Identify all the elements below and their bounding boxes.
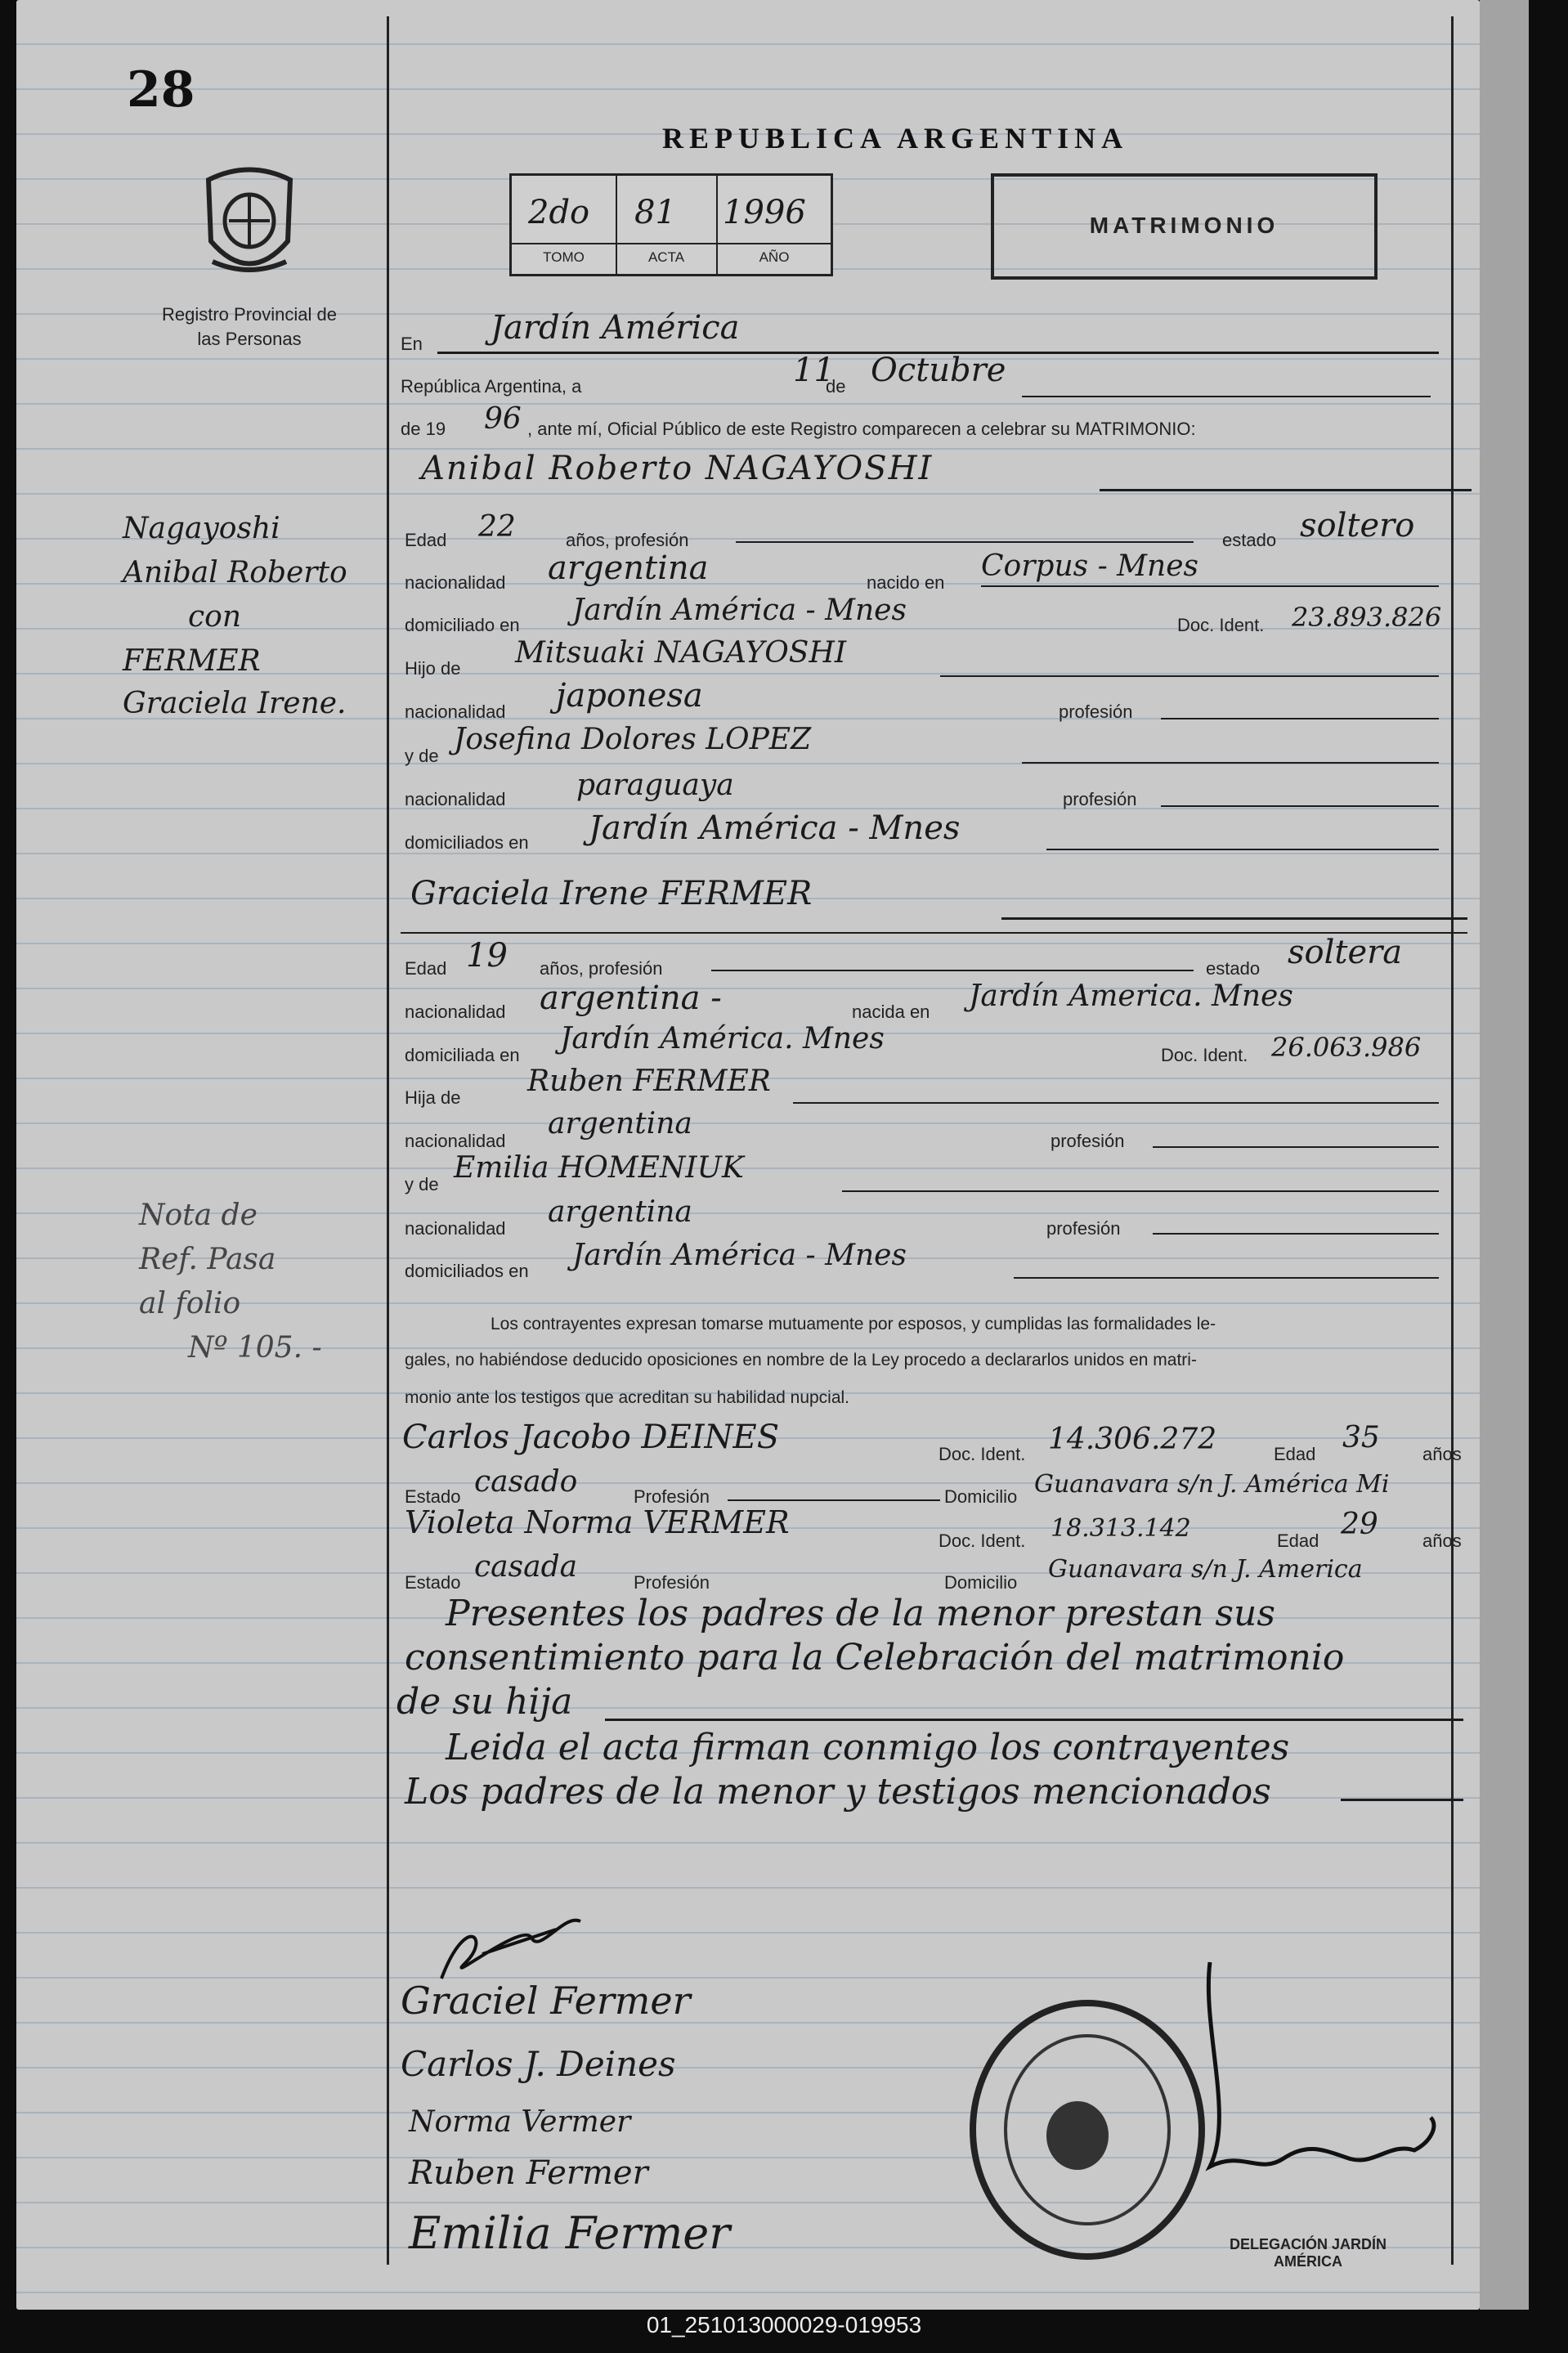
- margin-note-line: con: [188, 600, 242, 634]
- margin-note-line: FERMER: [123, 644, 261, 678]
- bride-father: Ruben FERMER: [527, 1064, 771, 1098]
- label-de-mes: de: [826, 376, 846, 397]
- label-nacionalidad: nacionalidad: [405, 789, 506, 809]
- act-type-box: [991, 173, 1378, 280]
- label-doc-ident: Doc. Ident.: [1177, 615, 1265, 635]
- coat-of-arms-icon: [196, 164, 302, 286]
- signature-line: Emilia Fermer: [409, 2207, 731, 2259]
- bride-father-nationality: argentina: [548, 1107, 692, 1141]
- witness1-doc: 14.306.272: [1048, 1423, 1217, 1456]
- bride-birthplace: Jardín America. Mnes: [969, 979, 1293, 1013]
- label-hijo-de: Hijo de: [405, 658, 461, 679]
- page-edge: [1480, 0, 1529, 2310]
- label-hija-de: Hija de: [405, 1087, 461, 1108]
- ano-label: AÑO: [759, 249, 790, 265]
- label-edad: Edad: [405, 530, 447, 550]
- act-place: Jardín América: [491, 309, 740, 347]
- margin-note-line: al folio: [139, 1287, 241, 1320]
- margin-note-line: Ref. Pasa: [139, 1243, 276, 1276]
- label-profesion: profesión: [1051, 1131, 1125, 1151]
- label-edad: Edad: [1274, 1444, 1316, 1464]
- label-y-de: y de: [405, 1174, 439, 1194]
- label-nacionalidad: nacionalidad: [405, 1218, 506, 1239]
- witness2-name: Violeta Norma VERMER: [405, 1504, 790, 1540]
- signature-line: Norma Vermer: [409, 2105, 631, 2139]
- label-profesion: Profesión: [634, 1486, 710, 1507]
- label-doc-ident: Doc. Ident.: [939, 1531, 1026, 1551]
- observation-line: Presentes los padres de la menor prestan sus: [446, 1593, 1275, 1634]
- witness1-age: 35: [1342, 1421, 1380, 1454]
- act-year: 96: [484, 402, 522, 436]
- label-estado: estado: [1222, 530, 1277, 550]
- witness1-name: Carlos Jacobo DEINES: [402, 1419, 780, 1456]
- groom-father-nationality: japonesa: [556, 677, 703, 715]
- margin-note-line: Nº 105. -: [188, 1331, 322, 1365]
- act-day: 11: [793, 352, 835, 389]
- label-republica: República Argentina, a: [401, 376, 582, 397]
- label-nacida-en: nacida en: [852, 1002, 930, 1022]
- label-anos-profesion: años, profesión: [566, 530, 689, 550]
- label-domiciliada-en: domiciliada en: [405, 1045, 520, 1065]
- label-de-19: de 19: [401, 419, 446, 439]
- bride-full-name: Graciela Irene FERMER: [410, 875, 813, 912]
- label-edad: Edad: [1277, 1531, 1319, 1551]
- label-nacionalidad: nacionalidad: [405, 572, 506, 593]
- label-domicilio: Domicilio: [944, 1486, 1018, 1507]
- margin-note-line: Graciela Irene.: [123, 687, 347, 720]
- stamp-text: DELEGACIÓN JARDÍN AMÉRICA: [1229, 2236, 1387, 2270]
- groom-birthplace: Corpus - Mnes: [981, 549, 1199, 583]
- bride-parents-domicile: Jardín América - Mnes: [572, 1239, 907, 1272]
- act-type-label: MATRIMONIO: [1089, 213, 1279, 238]
- bride-age: 19: [466, 937, 508, 975]
- record-number-box: [509, 173, 833, 276]
- observation-line: de su hija: [396, 1681, 573, 1723]
- tomo-label: TOMO: [543, 249, 585, 265]
- declaration-line: monio ante los testigos que acreditan su habilidad nupcial.: [405, 1388, 850, 1407]
- witness1-domicile: Guanavara s/n J. América Mi: [1034, 1470, 1390, 1499]
- groom-parents-domicile: Jardín América - Mnes: [589, 809, 961, 847]
- label-profesion: profesión: [1059, 701, 1133, 722]
- observation-line: consentimiento para la Celebración del matrimonio: [405, 1637, 1345, 1678]
- acta-label: ACTA: [647, 249, 685, 265]
- label-nacionalidad: nacionalidad: [405, 701, 506, 722]
- page-number: 28: [127, 61, 195, 119]
- label-doc-ident: Doc. Ident.: [1161, 1045, 1248, 1065]
- witness2-domicile: Guanavara s/n J. America: [1048, 1555, 1363, 1584]
- label-edad: Edad: [405, 958, 447, 979]
- bride-civil-state: soltera: [1288, 934, 1403, 971]
- label-anos: años: [1422, 1531, 1462, 1551]
- bride-domicile: Jardín América. Mnes: [560, 1022, 885, 1055]
- label-profesion: Profesión: [634, 1572, 710, 1593]
- label-y-de: y de: [405, 746, 439, 766]
- label-oficial: , ante mí, Oficial Público de este Registro comparecen a celebrar su MATRIMONIO:: [527, 419, 1196, 439]
- groom-doc: 23.893.826: [1292, 602, 1442, 633]
- label-nacido-en: nacido en: [867, 572, 945, 593]
- groom-mother: Josefina Dolores LOPEZ: [454, 723, 812, 756]
- label-estado: Estado: [405, 1572, 461, 1593]
- label-profesion: profesión: [1063, 789, 1137, 809]
- label-profesion: profesión: [1046, 1218, 1121, 1239]
- groom-full-name: Anibal Roberto NAGAYOSHI: [421, 450, 934, 487]
- label-en: En: [401, 334, 423, 354]
- label-estado: Estado: [405, 1486, 461, 1507]
- bride-mother: Emilia HOMENIUK: [454, 1151, 744, 1185]
- groom-age: 22: [478, 510, 516, 544]
- image-id-footer: 01_251013000029-019953: [646, 2312, 922, 2337]
- bride-nationality: argentina -: [540, 979, 722, 1017]
- label-estado: estado: [1206, 958, 1261, 979]
- label-nacionalidad: nacionalidad: [405, 1131, 506, 1151]
- label-anos-profesion: años, profesión: [540, 958, 663, 979]
- registry-label: Registro Provincial de las Personas: [162, 304, 337, 349]
- label-domicilio: Domicilio: [944, 1572, 1018, 1593]
- declaration-line: gales, no habiéndose deducido oposiciones en nombre de la Ley procedo a declararlos unidos en matri-: [405, 1351, 1197, 1369]
- signature-line: Carlos J. Deines: [401, 2044, 676, 2084]
- country-title: REPUBLICA ARGENTINA: [662, 122, 1129, 155]
- witness2-state: casada: [474, 1550, 578, 1584]
- margin-note-line: Nagayoshi: [123, 512, 280, 545]
- margin-divider-left: [387, 16, 389, 2265]
- ano-value: 1996: [723, 194, 806, 231]
- acta-value: 81: [634, 194, 676, 231]
- margin-note-reference: [139, 1194, 384, 1370]
- margin-note-names: [123, 507, 376, 724]
- groom-mother-nationality: paraguaya: [576, 769, 734, 802]
- groom-civil-state: soltero: [1300, 507, 1415, 545]
- witness1-state: casado: [474, 1465, 578, 1499]
- groom-father: Mitsuaki NAGAYOSHI: [515, 636, 847, 670]
- label-domiciliados-en: domiciliados en: [405, 832, 529, 853]
- witness2-doc: 18.313.142: [1051, 1514, 1191, 1543]
- margin-note-line: Anibal Roberto: [123, 556, 347, 589]
- signature-line: Ruben Fermer: [409, 2154, 648, 2192]
- bride-mother-nationality: argentina: [548, 1195, 692, 1229]
- bride-doc: 26.063.986: [1271, 1032, 1422, 1063]
- official-signature-icon: [1194, 1954, 1455, 2224]
- act-month: Octubre: [871, 352, 1006, 389]
- groom-nationality: argentina: [548, 549, 709, 587]
- witness2-age: 29: [1341, 1508, 1378, 1541]
- label-anos: años: [1422, 1444, 1462, 1464]
- tomo-value: 2do: [528, 194, 590, 231]
- label-domiciliados-en: domiciliados en: [405, 1261, 529, 1281]
- label-nacionalidad: nacionalidad: [405, 1002, 506, 1022]
- label-domiciliado-en: domiciliado en: [405, 615, 520, 635]
- observation-line: Los padres de la menor y testigos mencionados: [405, 1771, 1271, 1813]
- official-stamp-icon: [965, 1995, 1210, 2265]
- signature-line: Graciel Fermer: [401, 1979, 691, 2023]
- margin-note-line: Nota de: [139, 1199, 258, 1232]
- document-page: [16, 0, 1480, 2310]
- label-doc-ident: Doc. Ident.: [939, 1444, 1026, 1464]
- declaration-line: Los contrayentes expresan tomarse mutuamente por esposos, y cumplidas las formalidades le-: [491, 1315, 1216, 1333]
- margin-divider-right: [1451, 16, 1454, 2265]
- groom-domicile: Jardín América - Mnes: [572, 594, 907, 627]
- observation-line: Leida el acta firman conmigo los contrayentes: [446, 1727, 1290, 1768]
